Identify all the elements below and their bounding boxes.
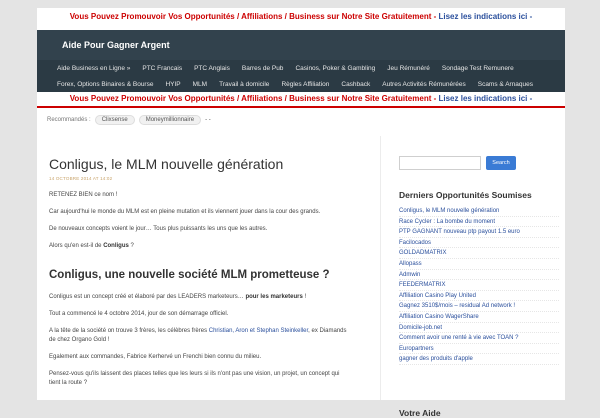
site-title[interactable]: Aide Pour Gagner Argent xyxy=(62,40,170,50)
post-paragraph xyxy=(49,293,349,302)
post-paragraph: Pensez-vous qu'ils laissent des places telles que les leurs si ils n'ont pas une vision, un projet, un concept qui tient la route ? xyxy=(49,371,340,386)
nav-item-autres-activites[interactable]: Autres Activités Rémunérées xyxy=(382,80,466,88)
recommended-trail: - - xyxy=(205,117,211,123)
post-text: ? xyxy=(128,243,134,249)
list-item[interactable]: PTP GAGNANT nouveau ptp payout 1.5 euro xyxy=(399,227,559,238)
list-item[interactable]: Admwin xyxy=(399,270,559,281)
post-text: Conligus est un concept créé et élaboré par des LEADERS marketeurs… xyxy=(49,294,246,300)
post-text: Alors qu'en est-il de xyxy=(49,243,104,249)
nav-item-travail-domicile[interactable]: Travail à domicile xyxy=(219,80,270,88)
nav-row-1 xyxy=(51,60,520,76)
post-paragraph xyxy=(49,242,349,251)
post-article xyxy=(49,156,349,388)
nav-item-ptc-anglais[interactable]: PTC Anglais xyxy=(194,64,230,72)
recommended-label: Recommandés : xyxy=(47,117,91,123)
nav-item-scams[interactable]: Scams & Arnaques xyxy=(477,80,534,88)
promo-text: Vous Pouvez Promouvoir Vos Opportunités / Affiliations / Business sur Notre Site Gratuitement - xyxy=(69,94,439,103)
recommended-item-clixsense[interactable]: Clixsense xyxy=(95,115,135,125)
site-frame xyxy=(37,8,565,418)
list-item[interactable]: GOLDADMATRIX xyxy=(399,248,559,259)
latest-opportunities-list xyxy=(399,206,559,365)
nav-item-casinos[interactable]: Casinos, Poker & Gambling xyxy=(295,64,376,72)
post-paragraph: Car aujourd'hui le monde du MLM est en pleine mutation et ils viennent jouer dans la cour des grands. xyxy=(49,209,321,215)
nav-item-regles-affiliation[interactable]: Règles Affiliation xyxy=(281,80,330,88)
list-item[interactable]: Conligus, le MLM nouvelle génération xyxy=(399,206,559,217)
post-paragraph: Egalement aux commandes, Fabrice Kerhervé un Frenchi bien connu du milieu. xyxy=(49,354,262,360)
list-item[interactable]: Allopass xyxy=(399,259,559,270)
nav-item-mlm[interactable]: MLM xyxy=(192,80,208,88)
post-paragraph: RETENEZ BIEN ce nom ! xyxy=(49,192,118,198)
post-paragraph: Tout a commencé le 4 octobre 2014, jour de son démarrage officiel. xyxy=(49,311,229,317)
nav-item-ptc-francais[interactable]: PTC Francais xyxy=(142,64,183,72)
recommended-item-moneymillionnaire[interactable]: Moneymillionnaire xyxy=(139,115,201,125)
nav-item-barres-de-pub[interactable]: Barres de Pub xyxy=(241,64,284,72)
content-area xyxy=(37,136,565,418)
post-text: A la tête de la société on trouve 3 frères, les célèbres frères xyxy=(49,328,209,334)
latest-opportunities-title: Derniers Opportunités Soumises xyxy=(399,190,532,200)
nav-item-forex[interactable]: Forex, Options Binaires & Bourse xyxy=(57,80,154,88)
search-button[interactable]: Search xyxy=(486,156,516,170)
promo-banner-bottom xyxy=(37,92,565,108)
list-item[interactable]: Domicile-job.net xyxy=(399,323,559,334)
list-item[interactable]: Europartners xyxy=(399,344,559,355)
list-item[interactable]: Affiliation Casino WagerShare xyxy=(399,312,559,323)
nav-item-sondage[interactable]: Sondage Test Remunere xyxy=(441,64,514,72)
site-header xyxy=(37,30,565,92)
search-input[interactable] xyxy=(399,156,481,170)
list-item[interactable]: Gagnez 3510$/mois – residual Ad network ! xyxy=(399,301,559,312)
list-item[interactable]: Affiliation Casino Play United xyxy=(399,291,559,302)
list-item[interactable]: Facilocados xyxy=(399,238,559,249)
post-subheading: Conligus, une nouvelle société MLM prometteuse ? xyxy=(49,269,330,281)
nav-row-2 xyxy=(51,76,539,92)
promo-text: Vous Pouvez Promouvoir Vos Opportunités / Affiliations / Business sur Notre Site Gratuitement - xyxy=(69,12,439,21)
nav-item-jeu-remunere[interactable]: Jeu Rémunéré xyxy=(387,64,430,72)
nav-item-hyip[interactable]: HYIP xyxy=(165,80,181,88)
promo-link[interactable]: Lisez les indications ici - xyxy=(438,94,533,103)
post-link-steinkeller[interactable]: Christian, Aron et Stephan Steinkeller xyxy=(208,328,309,334)
post-title[interactable]: Conligus, le MLM nouvelle génération xyxy=(49,156,284,172)
list-item[interactable]: Comment avoir une renté à vie avec TOAN ? xyxy=(399,333,559,344)
nav-item-aide-business[interactable]: Aide Business en Ligne » xyxy=(57,64,131,72)
post-text: ! xyxy=(302,294,307,300)
post-paragraph xyxy=(49,327,349,345)
list-item[interactable]: FEEDERMATRIX xyxy=(399,280,559,291)
post-paragraph: De nouveaux concepts voient le jour… Tous plus puissants les uns que les autres. xyxy=(49,226,268,232)
sidebar xyxy=(399,156,559,418)
search-form xyxy=(399,156,559,170)
post-bold-text: Conligus xyxy=(103,243,129,249)
nav-item-cashback[interactable]: Cashback xyxy=(341,80,371,88)
promo-banner-top xyxy=(37,12,565,21)
post-bold-text: pour les marketeurs xyxy=(245,294,303,300)
post-text: , ex Diamands de chez Organo Gold ! xyxy=(49,328,347,343)
main-nav xyxy=(37,60,565,92)
widget-title-votre-aide: Votre Aide xyxy=(399,408,441,418)
list-item[interactable]: Race Cycler : La bombe du moment xyxy=(399,217,559,228)
post-date: 14 OCTOBRE 2014 AT 14:02 xyxy=(49,176,113,181)
recommended-bar xyxy=(37,111,565,129)
promo-link[interactable]: Lisez les indications ici - xyxy=(438,12,533,21)
list-item[interactable]: gagner des produits d'apple xyxy=(399,354,559,365)
